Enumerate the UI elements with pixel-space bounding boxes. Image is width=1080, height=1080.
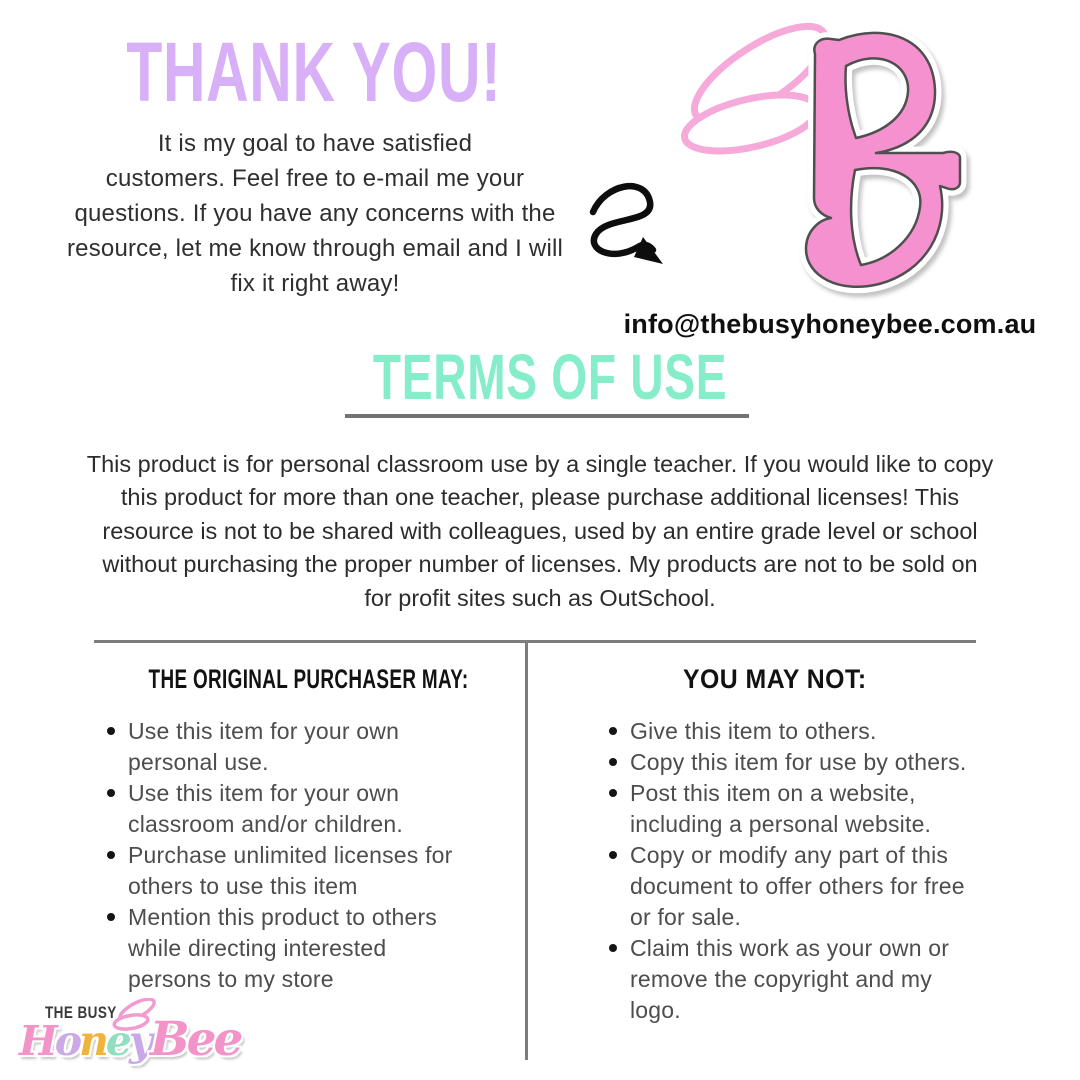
logo-letter: y [129,1017,150,1065]
terms-of-use-title [0,340,1080,414]
b-letter-logo [663,4,985,304]
vertical-divider [525,642,528,1060]
text-line: others to use this item [128,873,358,899]
list-item [603,840,1003,933]
thank-you-title-text: THANK YOU! [126,25,502,119]
text-line: resource is not to be shared with colleagues, used by an entire grade level or school [102,517,978,544]
logo-letter: H [19,1017,55,1065]
text-line: fix it right away! [230,270,400,297]
text-line: questions. If you have any concerns with the [74,200,556,227]
list-item [603,933,1003,1026]
text-line: Post this item on a website, [630,780,916,806]
bullet-dot-icon [609,727,617,735]
text-line: while directing interested [128,935,387,961]
text-line: for profit sites such as OutSchool. [364,584,716,611]
bullet-dot-icon [107,913,115,921]
logo-bee-text: Bee [149,1012,241,1067]
list-item [101,840,491,902]
list-item [603,747,1003,778]
list-item [101,902,491,995]
text-line: logo. [630,997,681,1023]
text-line: It is my goal to have satisfied [157,130,473,157]
text-line: Copy this item for use by others. [630,749,967,775]
text-line: Copy or modify any part of this [630,842,949,868]
logo-letter: n [79,1017,106,1065]
terms-of-use-title-text: TERMS OF USE [372,341,728,413]
text-line: Use this item for your own [128,780,400,806]
text-line: customers. Feel free to e-mail me your [105,165,525,192]
bullet-dot-icon [107,727,115,735]
may-not-heading: YOU MAY NOT: [683,664,867,694]
list-item [101,778,491,840]
honeybee-logo [15,1002,250,1080]
horizontal-divider [94,640,976,643]
bullet-dot-icon [609,789,617,797]
list-item [101,716,491,778]
text-line: remove the copyright and my [630,966,932,992]
may-not-list [603,716,1003,1026]
text-line: without purchasing the proper number of licenses. My products are not to be sold on [102,551,978,578]
bullet-dot-icon [609,851,617,859]
text-line: classroom and/or children. [128,811,403,837]
purchaser-may-list [101,716,491,995]
thank-you-paragraph [10,126,620,301]
purchaser-may-heading: THE ORIGINAL PURCHASER MAY: [148,664,469,694]
logo-letter: o [54,1017,80,1065]
text-line: Use this item for your own [128,718,400,744]
text-line: Claim this work as your own or [630,935,950,961]
bullet-dot-icon [609,758,617,766]
logo-script-text [19,1012,240,1067]
contact-email: info@thebusyhoneybee.com.au [623,309,1037,339]
text-line: document to offer others for free [630,873,965,899]
logo-letter: e [105,1017,130,1065]
bullet-dot-icon [107,851,115,859]
arrow-head [634,237,663,264]
text-line: resource, let me know through email and I will [66,235,564,262]
text-line: this product for more than one teacher, please purchase additional licenses! This [120,484,960,511]
text-line: Give this item to others. [630,718,877,744]
text-line: Mention this product to others [128,904,437,930]
terms-paragraph [20,448,1060,615]
thank-you-title [0,24,628,121]
terms-title-underline [345,414,749,418]
text-line: or for sale. [630,904,742,930]
text-line: personal use. [128,749,269,775]
b-letter [806,33,960,287]
bullet-dot-icon [609,944,617,952]
bullet-dot-icon [107,789,115,797]
text-line: including a personal website. [630,811,932,837]
list-item [603,716,1003,747]
text-line: This product is for personal classroom use by a single teacher. If you would like to copy [86,451,994,477]
text-line: Purchase unlimited licenses for [128,842,453,868]
list-item [603,778,1003,840]
text-line: persons to my store [128,966,334,992]
logo-top-text: THE BUSY [45,1004,117,1022]
